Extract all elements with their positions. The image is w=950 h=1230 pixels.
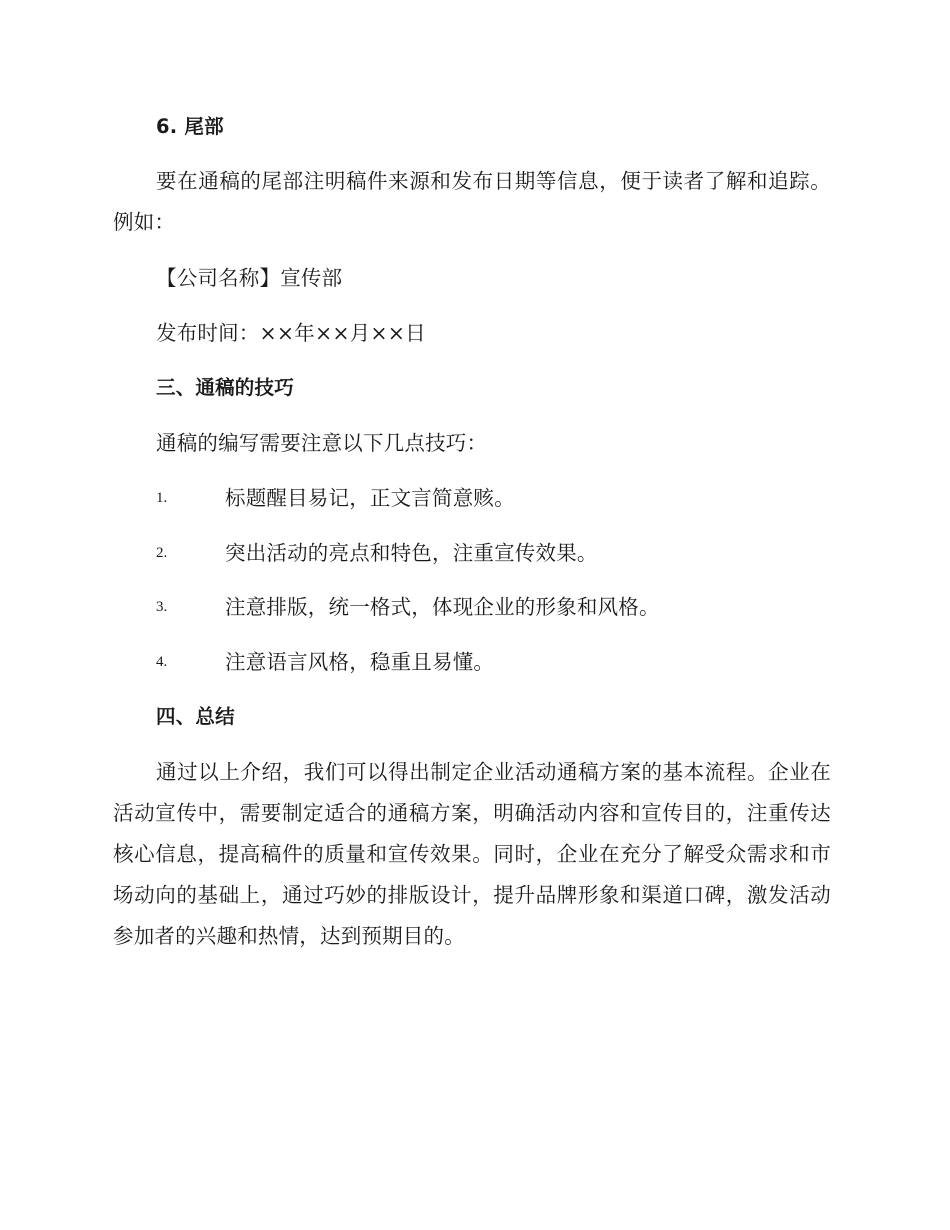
list-number: 3. <box>156 599 168 615</box>
example-date-line: 发布时间：××年××月××日 <box>156 321 426 345</box>
list-number: 2. <box>156 545 168 561</box>
section-3-heading: 三、通稿的技巧 <box>156 376 294 399</box>
section-3-intro: 通稿的编写需要注意以下几点技巧： <box>156 431 488 455</box>
list-text: 注意排版，统一格式，体现企业的形象和风格。 <box>225 595 660 619</box>
example-source-line: 【公司名称】宣传部 <box>156 266 343 290</box>
list-number: 1. <box>156 490 168 506</box>
section-6-heading: 6. 尾部 <box>156 115 224 138</box>
list-number: 4. <box>156 654 168 670</box>
section-4-paragraph: 通过以上介绍，我们可以得出制定企业活动通稿方案的基本流程。企业在活动宣传中，需要制定适合的通稿方案，明确活动内容和宣传目的，注重传达核心信息，提高稿件的质量和宣传效果。同时，企业在充分了解受众需求和市场动向的基础上，通过巧妙的排版设计，提升品牌形象和渠道口碑，激发活动参加者的兴趣和热情，达到预期目的。 <box>113 760 831 948</box>
list-text: 标题醒目易记，正文言简意赅。 <box>225 486 515 510</box>
section-6-paragraph: 要在通稿的尾部注明稿件来源和发布日期等信息，便于读者了解和追踪。例如： <box>113 169 831 234</box>
list-text: 突出活动的亮点和特色，注重宣传效果。 <box>225 541 598 565</box>
list-text: 注意语言风格，稳重且易懂。 <box>225 650 495 674</box>
section-4-heading: 四、总结 <box>156 705 235 728</box>
